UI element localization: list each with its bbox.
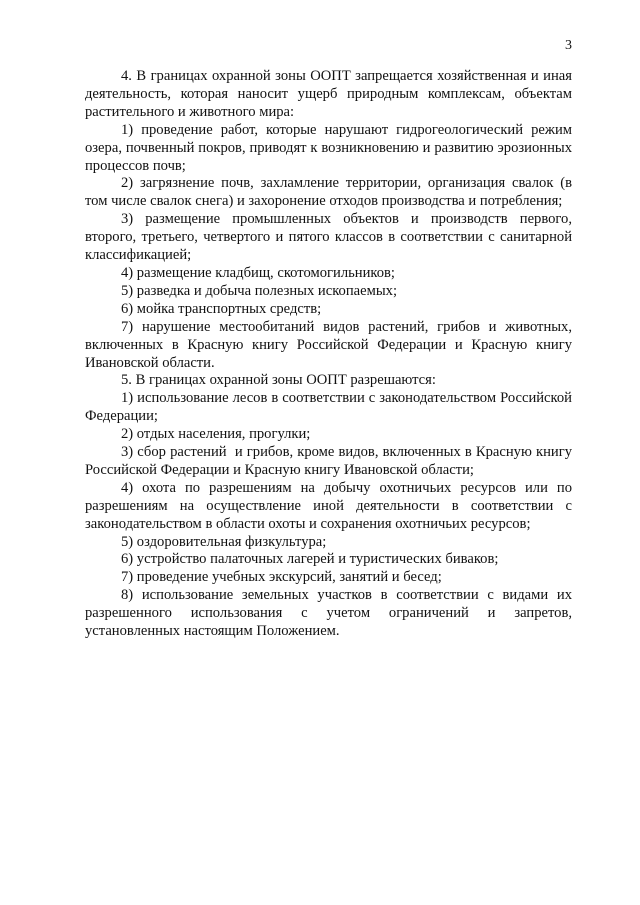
document-body bbox=[85, 68, 576, 641]
paragraph-allowed-item-4: 4) охота по разрешениям на добычу охотничьих ресурсов или по разрешениям на осуществление иной деятельности в соответствии с законодательством в области охоты и сохранения охотничьих ресурсов; bbox=[85, 479, 576, 532]
paragraph-section-5-intro: 5. В границах охранной зоны ООПТ разрешаются: bbox=[121, 372, 436, 389]
paragraph-allowed-item-2: 2) отдых населения, прогулки; bbox=[121, 426, 311, 443]
paragraph-prohibited-item-3: 3) размещение промышленных объектов и производств первого, второго, третьего, четвертого и пятого классов в соответствии с санитарной классификацией; bbox=[85, 211, 576, 264]
paragraph-prohibited-item-6: 6) мойка транспортных средств; bbox=[121, 300, 322, 317]
paragraph-prohibited-item-5: 5) разведка и добыча полезных ископаемых; bbox=[121, 282, 397, 299]
paragraph-allowed-item-7: 7) проведение учебных экскурсий, занятий и бесед; bbox=[121, 569, 442, 586]
paragraph-allowed-item-1: 1) использование лесов в соответствии с законодательством Российской Федерации; bbox=[85, 390, 576, 425]
paragraph-prohibited-item-7: 7) нарушение местообитаний видов растений, грибов и животных, включенных в Красную книгу Российской Федерации и Красную книгу Ивановской области. bbox=[85, 318, 576, 371]
paragraph-allowed-item-3: 3) сбор растений и грибов, кроме видов, включенных в Красную книгу Российской Федерации и Красную книгу Ивановской области; bbox=[85, 444, 576, 478]
paragraph-prohibited-item-4: 4) размещение кладбищ, скотомогильников; bbox=[121, 264, 395, 281]
paragraph-prohibited-item-2: 2) загрязнение почв, захламление территории, организация свалок (в том числе свалок снега) и захоронение отходов производства и потребления; bbox=[85, 175, 576, 210]
paragraph-allowed-item-8: 8) использование земельных участков в соответствии с видами их разрешенного использования с учетом ограничений и запретов, установленных настоящим Положением. bbox=[85, 587, 576, 640]
page-number: 3 bbox=[565, 38, 572, 53]
paragraph-allowed-item-6: 6) устройство палаточных лагерей и туристических биваков; bbox=[121, 551, 499, 568]
paragraph-section-4-intro: 4. В границах охранной зоны ООПТ запрещается хозяйственная и иная деятельность, которая наносит ущерб природным комплексам, объектам растительного и животного мира: bbox=[85, 68, 576, 120]
paragraph-prohibited-item-1: 1) проведение работ, которые нарушают гидрогеологический режим озера, почвенный покров, приводят к возникновению и развитию эрозионных процессов почв; bbox=[85, 121, 576, 174]
paragraph-allowed-item-5: 5) оздоровительная физкультура; bbox=[121, 533, 327, 550]
